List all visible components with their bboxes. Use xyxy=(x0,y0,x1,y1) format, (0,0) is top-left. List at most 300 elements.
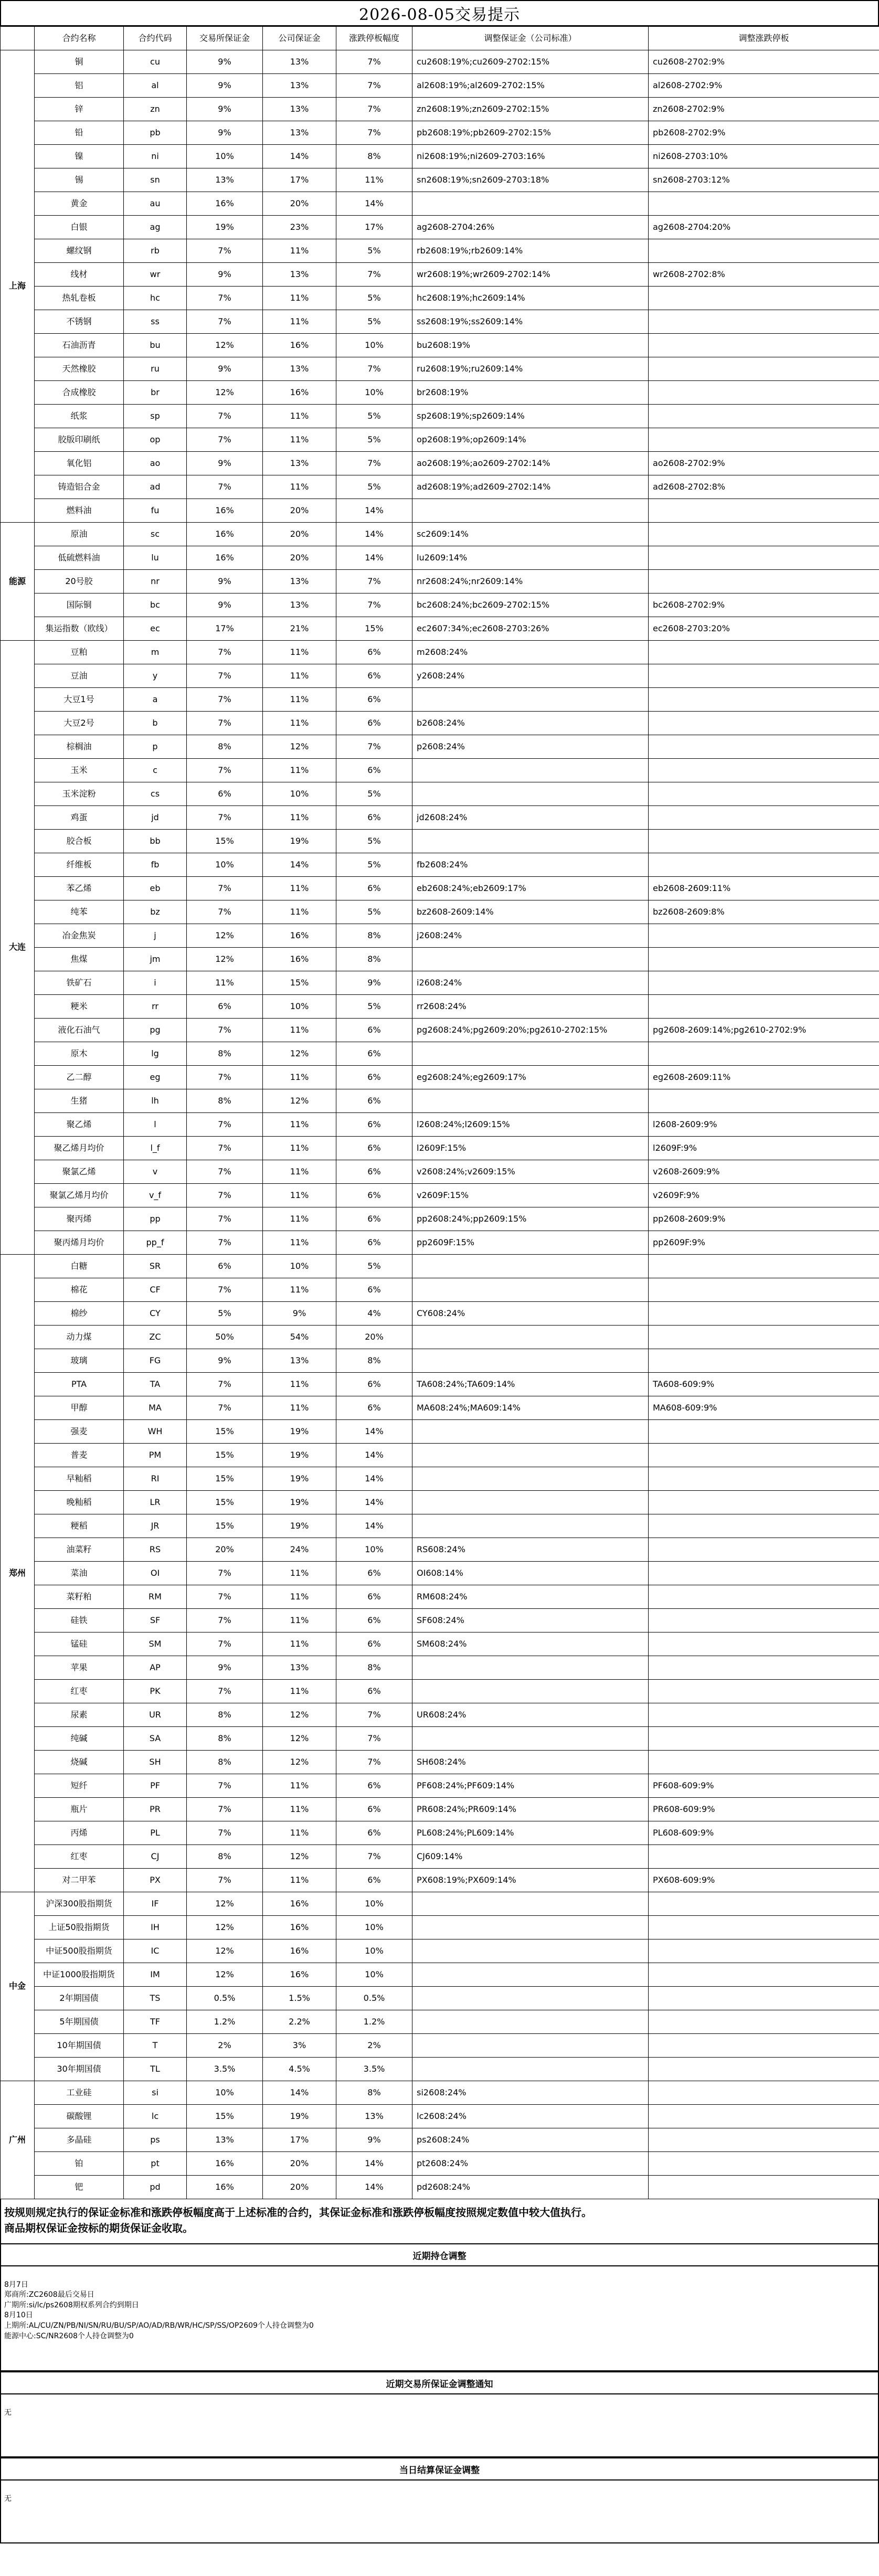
exchange-margin-cell: 7% xyxy=(187,759,263,782)
adjusted-limit-cell xyxy=(649,2105,879,2128)
contract-code-cell: ag xyxy=(124,216,187,239)
adjusted-margin-cell: UR608:24% xyxy=(412,1703,649,1727)
table-row xyxy=(1,334,879,357)
company-margin-cell: 17% xyxy=(263,168,336,192)
price-limit-cell: 6% xyxy=(336,1207,412,1231)
exchange-margin-cell: 7% xyxy=(187,1019,263,1042)
contract-name-cell: 尿素 xyxy=(35,1703,124,1727)
company-margin-cell: 11% xyxy=(263,1821,336,1845)
exchange-margin-cell: 9% xyxy=(187,74,263,98)
section-title: 当日结算保证金调整 xyxy=(0,2457,879,2480)
adjusted-limit-cell xyxy=(649,192,879,216)
contract-name-cell: 甲醇 xyxy=(35,1396,124,1420)
price-limit-cell: 14% xyxy=(336,499,412,523)
price-limit-cell: 8% xyxy=(336,1656,412,1680)
table-row xyxy=(1,688,879,712)
adjusted-margin-cell: TA608:24%;TA609:14% xyxy=(412,1373,649,1396)
price-limit-cell: 6% xyxy=(336,1798,412,1821)
table-row xyxy=(1,1137,879,1160)
section-body xyxy=(0,2480,879,2543)
exchange-margin-cell: 7% xyxy=(187,1632,263,1656)
price-limit-cell: 6% xyxy=(336,1137,412,1160)
adjusted-limit-cell xyxy=(649,357,879,381)
adjusted-limit-cell xyxy=(649,1751,879,1774)
price-limit-cell: 14% xyxy=(336,1467,412,1491)
header-adjusted-limit: 调整涨跌停板 xyxy=(649,27,879,50)
company-margin-cell: 12% xyxy=(263,1703,336,1727)
adjusted-margin-cell: MA608:24%;MA609:14% xyxy=(412,1396,649,1420)
adjusted-limit-cell: ec2608-2703:20% xyxy=(649,617,879,641)
adjusted-margin-cell: bc2608:24%;bc2609-2702:15% xyxy=(412,593,649,617)
adjusted-limit-cell xyxy=(649,2034,879,2058)
exchange-margin-cell: 12% xyxy=(187,1963,263,1987)
table-row xyxy=(1,641,879,664)
adjusted-margin-cell: j2608:24% xyxy=(412,924,649,948)
table-row xyxy=(1,1066,879,1089)
company-margin-cell: 11% xyxy=(263,900,336,924)
adjusted-margin-cell: sn2608:19%;sn2609-2703:18% xyxy=(412,168,649,192)
adjusted-limit-cell xyxy=(649,2058,879,2081)
company-margin-cell: 10% xyxy=(263,1255,336,1278)
company-margin-cell: 19% xyxy=(263,1444,336,1467)
contract-code-cell: m xyxy=(124,641,187,664)
adjusted-margin-cell: sp2608:19%;sp2609:14% xyxy=(412,405,649,428)
contract-name-cell: 聚氯乙烯月均价 xyxy=(35,1184,124,1207)
adjusted-margin-cell xyxy=(412,192,649,216)
adjusted-margin-cell: v2609F:15% xyxy=(412,1184,649,1207)
company-margin-cell: 11% xyxy=(263,1066,336,1089)
contract-name-cell: 短纤 xyxy=(35,1774,124,1798)
exchange-margin-cell: 12% xyxy=(187,948,263,971)
price-limit-cell: 6% xyxy=(336,1278,412,1302)
header-adjusted-margin: 调整保证金（公司标准） xyxy=(412,27,649,50)
company-margin-cell: 11% xyxy=(263,759,336,782)
company-margin-cell: 54% xyxy=(263,1326,336,1349)
contract-name-cell: 棉花 xyxy=(35,1278,124,1302)
adjusted-limit-cell xyxy=(649,428,879,452)
contract-code-cell: RM xyxy=(124,1585,187,1609)
exchange-margin-cell: 7% xyxy=(187,287,263,310)
contract-name-cell: 上证50股指期货 xyxy=(35,1916,124,1939)
exchange-margin-cell: 7% xyxy=(187,1562,263,1585)
company-margin-cell: 19% xyxy=(263,1420,336,1444)
contract-code-cell: cu xyxy=(124,50,187,74)
price-limit-cell: 14% xyxy=(336,1420,412,1444)
table-row xyxy=(1,830,879,853)
contract-code-cell: pb xyxy=(124,121,187,145)
adjusted-margin-cell: ad2608:19%;ad2609-2702:14% xyxy=(412,475,649,499)
exchange-margin-cell: 7% xyxy=(187,1113,263,1137)
adjusted-limit-cell xyxy=(649,1845,879,1869)
price-limit-cell: 6% xyxy=(336,1609,412,1632)
adjusted-margin-cell xyxy=(412,1916,649,1939)
exchange-margin-cell: 10% xyxy=(187,145,263,168)
price-limit-cell: 8% xyxy=(336,948,412,971)
adjusted-margin-cell: ao2608:19%;ao2609-2702:14% xyxy=(412,452,649,475)
exchange-margin-cell: 7% xyxy=(187,688,263,712)
contract-code-cell: fu xyxy=(124,499,187,523)
contract-code-cell: IF xyxy=(124,1892,187,1916)
company-margin-cell: 13% xyxy=(263,1349,336,1373)
price-limit-cell: 6% xyxy=(336,1184,412,1207)
contract-code-cell: T xyxy=(124,2034,187,2058)
contract-name-cell: 铅 xyxy=(35,121,124,145)
contract-name-cell: 丙烯 xyxy=(35,1821,124,1845)
company-margin-cell: 11% xyxy=(263,475,336,499)
contract-name-cell: 对二甲苯 xyxy=(35,1869,124,1892)
contract-name-cell: 聚氯乙烯 xyxy=(35,1160,124,1184)
price-limit-cell: 5% xyxy=(336,239,412,263)
table-row xyxy=(1,2034,879,2058)
table-row xyxy=(1,853,879,877)
company-margin-cell: 11% xyxy=(263,1396,336,1420)
exchange-margin-cell: 1.2% xyxy=(187,2010,263,2034)
adjusted-margin-cell: SF608:24% xyxy=(412,1609,649,1632)
price-limit-cell: 10% xyxy=(336,1916,412,1939)
adjusted-margin-cell: i2608:24% xyxy=(412,971,649,995)
exchange-margin-cell: 10% xyxy=(187,853,263,877)
contract-code-cell: op xyxy=(124,428,187,452)
exchange-margin-cell: 12% xyxy=(187,1939,263,1963)
contract-name-cell: 燃料油 xyxy=(35,499,124,523)
exchange-margin-cell: 9% xyxy=(187,570,263,593)
adjusted-limit-cell xyxy=(649,1491,879,1514)
section-line: 广期所:si/lc/ps2608期权系列合约到期日 xyxy=(4,2301,139,2309)
contract-code-cell: SM xyxy=(124,1632,187,1656)
adjusted-limit-cell: pg2608-2609:14%;pg2610-2702:9% xyxy=(649,1019,879,1042)
company-margin-cell: 11% xyxy=(263,641,336,664)
price-limit-cell: 5% xyxy=(336,310,412,334)
exchange-margin-cell: 16% xyxy=(187,2176,263,2199)
adjusted-limit-cell xyxy=(649,1042,879,1066)
price-limit-cell: 7% xyxy=(336,735,412,759)
contract-name-cell: 5年期国债 xyxy=(35,2010,124,2034)
price-limit-cell: 7% xyxy=(336,74,412,98)
company-margin-cell: 14% xyxy=(263,145,336,168)
table-body xyxy=(1,50,879,2199)
table-row xyxy=(1,2128,879,2152)
adjusted-margin-cell: pb2608:19%;pb2609-2702:15% xyxy=(412,121,649,145)
adjusted-margin-cell: PR608:24%;PR609:14% xyxy=(412,1798,649,1821)
table-row xyxy=(1,570,879,593)
adjusted-margin-cell xyxy=(412,2010,649,2034)
contract-name-cell: 聚乙烯 xyxy=(35,1113,124,1137)
adjusted-margin-cell: sc2609:14% xyxy=(412,523,649,546)
company-margin-cell: 12% xyxy=(263,1845,336,1869)
adjusted-margin-cell xyxy=(412,2034,649,2058)
company-margin-cell: 11% xyxy=(263,1798,336,1821)
contract-name-cell: 玉米 xyxy=(35,759,124,782)
table-row xyxy=(1,593,879,617)
exchange-margin-cell: 15% xyxy=(187,2105,263,2128)
company-margin-cell: 11% xyxy=(263,1019,336,1042)
exchange-margin-cell: 7% xyxy=(187,310,263,334)
table-row xyxy=(1,617,879,641)
header-exchange xyxy=(1,27,35,50)
adjusted-limit-cell xyxy=(649,1562,879,1585)
contract-name-cell: 2年期国债 xyxy=(35,1987,124,2010)
adjusted-limit-cell: TA608-609:9% xyxy=(649,1373,879,1396)
contract-name-cell: 晚籼稻 xyxy=(35,1491,124,1514)
adjusted-limit-cell: zn2608-2702:9% xyxy=(649,98,879,121)
adjusted-margin-cell: fb2608:24% xyxy=(412,853,649,877)
exchange-cell: 广州 xyxy=(1,2081,35,2199)
adjusted-limit-cell xyxy=(649,806,879,830)
contract-code-cell: IH xyxy=(124,1916,187,1939)
table-row xyxy=(1,1680,879,1703)
adjusted-limit-cell xyxy=(649,688,879,712)
company-margin-cell: 13% xyxy=(263,98,336,121)
contract-name-cell: 白银 xyxy=(35,216,124,239)
contract-code-cell: UR xyxy=(124,1703,187,1727)
company-margin-cell: 19% xyxy=(263,830,336,853)
adjusted-margin-cell: y2608:24% xyxy=(412,664,649,688)
company-margin-cell: 20% xyxy=(263,499,336,523)
adjusted-limit-cell xyxy=(649,1656,879,1680)
exchange-cell: 大连 xyxy=(1,641,35,1255)
contract-name-cell: 玻璃 xyxy=(35,1349,124,1373)
price-limit-cell: 7% xyxy=(336,1703,412,1727)
adjusted-margin-cell: bz2608-2609:14% xyxy=(412,900,649,924)
exchange-margin-cell: 8% xyxy=(187,1751,263,1774)
contract-name-cell: 锰硅 xyxy=(35,1632,124,1656)
contract-name-cell: 氧化铝 xyxy=(35,452,124,475)
contract-name-cell: 豆油 xyxy=(35,664,124,688)
price-limit-cell: 6% xyxy=(336,664,412,688)
price-limit-cell: 10% xyxy=(336,334,412,357)
adjusted-limit-cell xyxy=(649,1703,879,1727)
contract-name-cell: 苯乙烯 xyxy=(35,877,124,900)
header-price-limit: 涨跌停板幅度 xyxy=(336,27,412,50)
company-margin-cell: 11% xyxy=(263,1632,336,1656)
exchange-margin-cell: 15% xyxy=(187,1514,263,1538)
adjusted-margin-cell xyxy=(412,1680,649,1703)
contract-code-cell: sn xyxy=(124,168,187,192)
contract-code-cell: PR xyxy=(124,1798,187,1821)
section-body xyxy=(0,2394,879,2457)
price-limit-cell: 7% xyxy=(336,1845,412,1869)
exchange-margin-cell: 15% xyxy=(187,1420,263,1444)
adjusted-limit-cell xyxy=(649,1089,879,1113)
contract-name-cell: 热轧卷板 xyxy=(35,287,124,310)
adjusted-margin-cell: lu2609:14% xyxy=(412,546,649,570)
contract-code-cell: pt xyxy=(124,2152,187,2176)
table-row xyxy=(1,1562,879,1585)
table-row xyxy=(1,1113,879,1137)
adjusted-limit-cell xyxy=(649,924,879,948)
contract-name-cell: 锡 xyxy=(35,168,124,192)
table-row xyxy=(1,1798,879,1821)
table-row xyxy=(1,2152,879,2176)
adjusted-margin-cell xyxy=(412,1278,649,1302)
adjusted-margin-cell: b2608:24% xyxy=(412,712,649,735)
adjusted-margin-cell xyxy=(412,759,649,782)
contract-name-cell: 合成橡胶 xyxy=(35,381,124,405)
company-margin-cell: 13% xyxy=(263,1656,336,1680)
section-line xyxy=(4,2270,875,2280)
exchange-margin-cell: 15% xyxy=(187,1491,263,1514)
contract-name-cell: 粳稻 xyxy=(35,1514,124,1538)
adjusted-limit-cell: ag2608-2704:20% xyxy=(649,216,879,239)
price-limit-cell: 6% xyxy=(336,1066,412,1089)
exchange-margin-cell: 7% xyxy=(187,1160,263,1184)
contract-code-cell: nr xyxy=(124,570,187,593)
contract-code-cell: JR xyxy=(124,1514,187,1538)
exchange-margin-cell: 50% xyxy=(187,1326,263,1349)
company-margin-cell: 16% xyxy=(263,924,336,948)
company-margin-cell: 19% xyxy=(263,2105,336,2128)
adjusted-margin-cell: pt2608:24% xyxy=(412,2152,649,2176)
adjusted-limit-cell xyxy=(649,948,879,971)
company-margin-cell: 23% xyxy=(263,216,336,239)
company-margin-cell: 20% xyxy=(263,192,336,216)
adjusted-limit-cell xyxy=(649,1302,879,1326)
adjusted-margin-cell xyxy=(412,1326,649,1349)
price-limit-cell: 5% xyxy=(336,900,412,924)
company-margin-cell: 11% xyxy=(263,1562,336,1585)
exchange-margin-cell: 7% xyxy=(187,900,263,924)
contract-code-cell: sc xyxy=(124,523,187,546)
adjusted-limit-cell: PR608-609:9% xyxy=(649,1798,879,1821)
contract-name-cell: 纯苯 xyxy=(35,900,124,924)
exchange-margin-cell: 2% xyxy=(187,2034,263,2058)
contract-name-cell: 沪深300股指期货 xyxy=(35,1892,124,1916)
exchange-margin-cell: 20% xyxy=(187,1538,263,1562)
table-row xyxy=(1,98,879,121)
adjusted-limit-cell: sn2608-2703:12% xyxy=(649,168,879,192)
section-title: 近期持仓调整 xyxy=(0,2243,879,2266)
exchange-margin-cell: 8% xyxy=(187,1845,263,1869)
table-row xyxy=(1,1514,879,1538)
contract-name-cell: 原木 xyxy=(35,1042,124,1066)
company-margin-cell: 19% xyxy=(263,1514,336,1538)
price-limit-cell: 9% xyxy=(336,971,412,995)
adjusted-margin-cell xyxy=(412,1892,649,1916)
contract-name-cell: PTA xyxy=(35,1373,124,1396)
exchange-margin-cell: 7% xyxy=(187,1066,263,1089)
adjusted-margin-cell xyxy=(412,1514,649,1538)
company-margin-cell: 11% xyxy=(263,1278,336,1302)
contract-code-cell: ZC xyxy=(124,1326,187,1349)
table-row xyxy=(1,1089,879,1113)
exchange-margin-cell: 9% xyxy=(187,50,263,74)
company-margin-cell: 15% xyxy=(263,971,336,995)
table-row xyxy=(1,2176,879,2199)
company-margin-cell: 11% xyxy=(263,1207,336,1231)
adjusted-margin-cell: si2608:24% xyxy=(412,2081,649,2105)
table-row xyxy=(1,1987,879,2010)
exchange-margin-cell: 9% xyxy=(187,357,263,381)
table-row xyxy=(1,546,879,570)
exchange-margin-cell: 9% xyxy=(187,1349,263,1373)
contract-code-cell: IM xyxy=(124,1963,187,1987)
contract-code-cell: b xyxy=(124,712,187,735)
adjusted-limit-cell: PL608-609:9% xyxy=(649,1821,879,1845)
adjusted-limit-cell xyxy=(649,1680,879,1703)
contract-name-cell: 硅铁 xyxy=(35,1609,124,1632)
exchange-margin-cell: 19% xyxy=(187,216,263,239)
adjusted-margin-cell: pg2608:24%;pg2609:20%;pg2610-2702:15% xyxy=(412,1019,649,1042)
contract-name-cell: 大豆2号 xyxy=(35,712,124,735)
contract-name-cell: 铁矿石 xyxy=(35,971,124,995)
adjusted-limit-cell xyxy=(649,1278,879,1302)
company-margin-cell: 11% xyxy=(263,405,336,428)
company-margin-cell: 16% xyxy=(263,1892,336,1916)
company-margin-cell: 20% xyxy=(263,2176,336,2199)
table-row xyxy=(1,2105,879,2128)
notice-sections xyxy=(0,2243,879,2543)
table-row xyxy=(1,735,879,759)
exchange-margin-cell: 9% xyxy=(187,121,263,145)
table-row xyxy=(1,2058,879,2081)
price-limit-cell: 7% xyxy=(336,357,412,381)
adjusted-margin-cell: SH608:24% xyxy=(412,1751,649,1774)
adjusted-limit-cell xyxy=(649,2010,879,2034)
table-row xyxy=(1,1656,879,1680)
adjusted-margin-cell: ru2608:19%;ru2609:14% xyxy=(412,357,649,381)
exchange-margin-cell: 7% xyxy=(187,1278,263,1302)
adjusted-margin-cell: hc2608:19%;hc2609:14% xyxy=(412,287,649,310)
header-contract-name: 合约名称 xyxy=(35,27,124,50)
adjusted-margin-cell: ss2608:19%;ss2609:14% xyxy=(412,310,649,334)
exchange-margin-cell: 7% xyxy=(187,641,263,664)
price-limit-cell: 8% xyxy=(336,1349,412,1373)
company-margin-cell: 11% xyxy=(263,239,336,263)
adjusted-margin-cell: al2608:19%;al2609-2702:15% xyxy=(412,74,649,98)
price-limit-cell: 8% xyxy=(336,924,412,948)
contract-name-cell: 线材 xyxy=(35,263,124,287)
adjusted-limit-cell xyxy=(649,853,879,877)
adjusted-margin-cell: m2608:24% xyxy=(412,641,649,664)
contract-code-cell: ec xyxy=(124,617,187,641)
adjusted-margin-cell: ag2608-2704:26% xyxy=(412,216,649,239)
adjusted-limit-cell xyxy=(649,1585,879,1609)
contract-name-cell: 液化石油气 xyxy=(35,1019,124,1042)
contract-code-cell: ss xyxy=(124,310,187,334)
exchange-margin-cell: 7% xyxy=(187,239,263,263)
contract-code-cell: ao xyxy=(124,452,187,475)
contract-name-cell: 聚丙烯月均价 xyxy=(35,1231,124,1255)
adjusted-limit-cell xyxy=(649,2081,879,2105)
price-limit-cell: 0.5% xyxy=(336,1987,412,2010)
adjusted-limit-cell xyxy=(649,641,879,664)
table-row xyxy=(1,712,879,735)
contract-name-cell: 红枣 xyxy=(35,1680,124,1703)
adjusted-limit-cell: cu2608-2702:9% xyxy=(649,50,879,74)
company-margin-cell: 14% xyxy=(263,2081,336,2105)
contract-name-cell: 豆粕 xyxy=(35,641,124,664)
adjusted-margin-cell: pp2608:24%;pp2609:15% xyxy=(412,1207,649,1231)
contract-code-cell: FG xyxy=(124,1349,187,1373)
company-margin-cell: 20% xyxy=(263,523,336,546)
adjusted-limit-cell xyxy=(649,570,879,593)
exchange-margin-cell: 8% xyxy=(187,1089,263,1113)
adjusted-margin-cell: pp2609F:15% xyxy=(412,1231,649,1255)
price-limit-cell: 10% xyxy=(336,1939,412,1963)
table-row xyxy=(1,1042,879,1066)
table-row xyxy=(1,1963,879,1987)
exchange-margin-cell: 9% xyxy=(187,593,263,617)
adjusted-limit-cell xyxy=(649,1632,879,1656)
exchange-margin-cell: 7% xyxy=(187,664,263,688)
contract-code-cell: y xyxy=(124,664,187,688)
adjusted-limit-cell: v2609F:9% xyxy=(649,1184,879,1207)
contract-name-cell: 锌 xyxy=(35,98,124,121)
contract-code-cell: ad xyxy=(124,475,187,499)
table-row xyxy=(1,1467,879,1491)
contract-name-cell: 胶版印刷纸 xyxy=(35,428,124,452)
exchange-margin-cell: 7% xyxy=(187,1207,263,1231)
